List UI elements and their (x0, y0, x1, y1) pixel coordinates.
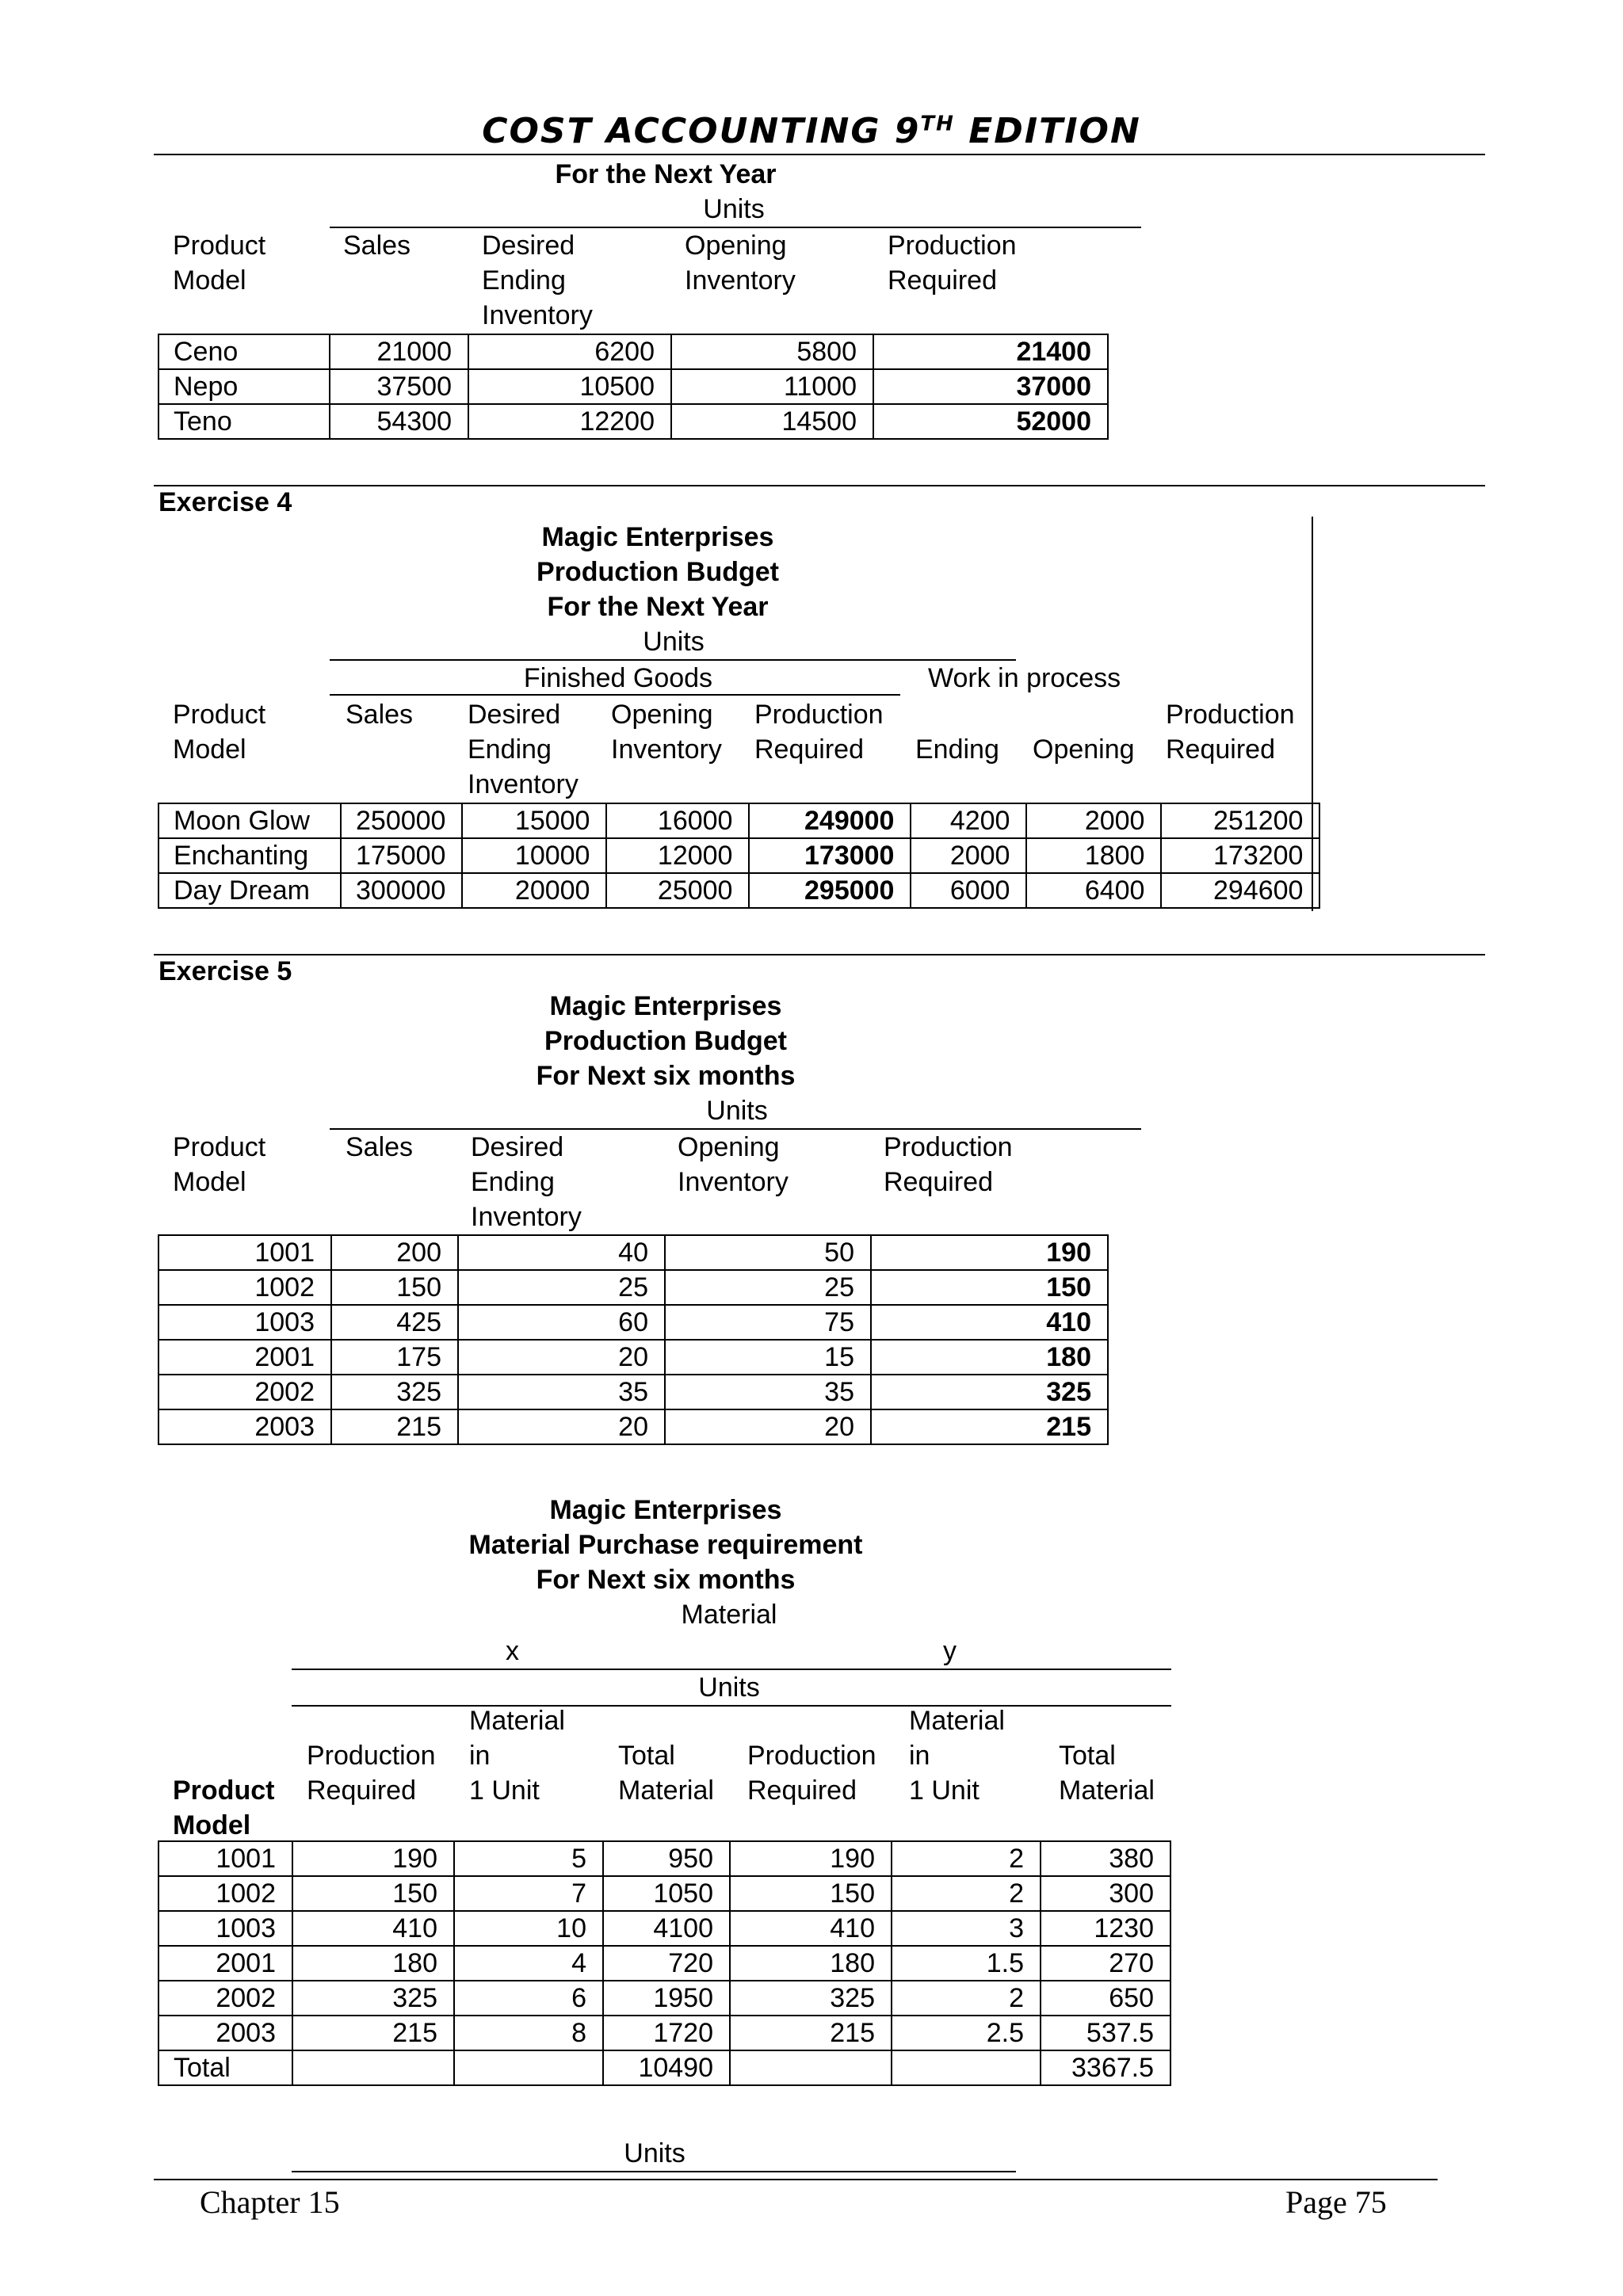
table-row (158, 873, 1319, 908)
table-cell: 52000 (873, 404, 1108, 439)
table-row (158, 1841, 1170, 1876)
ex5-col-desired: Desired Ending Inventory (471, 1132, 582, 1232)
row-label-cell: 1003 (158, 1305, 331, 1340)
table-cell: 410 (730, 1911, 892, 1946)
mat-col-prod-req-y: Production Required (747, 1741, 876, 1806)
table-cell: 35 (458, 1375, 665, 1409)
table-row (158, 404, 1108, 439)
table-cell: 270 (1041, 1946, 1170, 1981)
table-cell: 8 (454, 2016, 603, 2050)
table-cell: 37000 (873, 369, 1108, 404)
table-cell: 537.5 (1041, 2016, 1170, 2050)
mat-col-mat-unit-x: Material in 1 Unit (469, 1706, 565, 1806)
ex5-col-sales: Sales (346, 1132, 414, 1162)
table-row (158, 838, 1319, 873)
table-cell: 60 (458, 1305, 665, 1340)
table-cell: 20 (458, 1409, 665, 1444)
mat-bottom-units-rule (292, 2171, 1016, 2172)
ex4-col-production2: Production Required (1166, 700, 1295, 765)
mat-period: For Next six months (536, 1565, 796, 1595)
ex4-col-opening: Opening Inventory (611, 700, 722, 765)
table-cell: 175000 (341, 838, 462, 873)
table-cell: 249000 (749, 803, 911, 838)
table-cell: 190 (292, 1841, 454, 1876)
t1-col-sales: Sales (343, 231, 411, 261)
mat-title: Material Purchase requirement (468, 1530, 863, 1560)
table-cell (454, 2050, 603, 2085)
table-cell: 5800 (671, 334, 873, 369)
ex5-label: Exercise 5 (158, 956, 292, 986)
row-label-cell: Total (158, 2050, 292, 2085)
mat-units: Units (698, 1672, 760, 1703)
row-label-cell: Enchanting (158, 838, 341, 873)
table-cell: 4 (454, 1946, 603, 1981)
table-cell: 190 (871, 1235, 1108, 1270)
table-cell: 720 (603, 1946, 730, 1981)
row-label-cell: 1003 (158, 1911, 292, 1946)
table-cell: 4200 (911, 803, 1026, 838)
table-cell: 5 (454, 1841, 603, 1876)
table-cell: 20000 (462, 873, 606, 908)
table-cell: 180 (871, 1340, 1108, 1375)
table-cell: 300000 (341, 873, 462, 908)
table-cell: 25 (458, 1270, 665, 1305)
mat-units-rule (292, 1705, 1171, 1707)
ex4-rule (154, 485, 1485, 486)
row-label-cell: Moon Glow (158, 803, 341, 838)
table-cell: 950 (603, 1841, 730, 1876)
t1-table (158, 334, 1109, 440)
table-cell: 35 (665, 1375, 871, 1409)
ex5-company: Magic Enterprises (549, 991, 782, 1021)
table-cell: 1720 (603, 2016, 730, 2050)
table-cell: 325 (730, 1981, 892, 2016)
table-cell: 3 (892, 1911, 1041, 1946)
mat-x: x (506, 1636, 519, 1666)
ex4-finished-goods: Finished Goods (523, 663, 713, 693)
ex5-col-opening: Opening Inventory (678, 1132, 789, 1197)
table-cell: 2000 (911, 838, 1026, 873)
row-label-cell: 2002 (158, 1375, 331, 1409)
table-cell: 12200 (468, 404, 671, 439)
table-cell: 2000 (1026, 803, 1161, 838)
ex5-col-production: Production Required (884, 1132, 1013, 1197)
table-cell: 15000 (462, 803, 606, 838)
table-row (158, 1375, 1108, 1409)
table-row (158, 1270, 1108, 1305)
ex4-budget: Production Budget (537, 557, 779, 587)
row-label-cell: 2001 (158, 1946, 292, 1981)
table-cell (730, 2050, 892, 2085)
table-cell: 190 (730, 1841, 892, 1876)
table-cell: 2 (892, 1876, 1041, 1911)
row-label-cell: Ceno (158, 334, 330, 369)
table-cell: 6200 (468, 334, 671, 369)
ex4-col-sales: Sales (346, 700, 414, 730)
footer-chapter: Chapter 15 (200, 2184, 340, 2220)
table-cell: 200 (331, 1235, 458, 1270)
row-label-cell: 2003 (158, 2016, 292, 2050)
row-label-cell: 2002 (158, 1981, 292, 2016)
ex5-rule (154, 954, 1485, 955)
table-cell: 650 (1041, 1981, 1170, 2016)
footer-rule (154, 2179, 1438, 2180)
t1-col-product: Product Model (173, 231, 266, 296)
table-cell: 75 (665, 1305, 871, 1340)
ex4-wip: Work in process (928, 663, 1121, 693)
table-cell: 20 (458, 1340, 665, 1375)
table-cell: 10490 (603, 2050, 730, 2085)
table-row (158, 1235, 1108, 1270)
ex5-col-product: Product Model (173, 1132, 266, 1197)
ex4-label: Exercise 4 (158, 487, 292, 517)
table-cell: 215 (331, 1409, 458, 1444)
ex4-col-product: Product Model (173, 700, 266, 765)
table-cell: 180 (292, 1946, 454, 1981)
row-label-cell: 1001 (158, 1841, 292, 1876)
table-cell (292, 2050, 454, 2085)
ex4-period: For the Next Year (547, 592, 769, 622)
t1-col-opening: Opening Inventory (685, 231, 796, 296)
table-cell: 325 (871, 1375, 1108, 1409)
ex5-period: For Next six months (536, 1061, 796, 1091)
table-cell: 2 (892, 1841, 1041, 1876)
table-row (158, 1981, 1170, 2016)
table-cell: 215 (871, 1409, 1108, 1444)
table-cell: 1230 (1041, 1911, 1170, 1946)
table-cell: 173000 (749, 838, 911, 873)
table-cell: 16000 (606, 803, 749, 838)
mat-col-total-y: Total Material (1059, 1741, 1155, 1806)
table-cell: 410 (292, 1911, 454, 1946)
table-cell: 12000 (606, 838, 749, 873)
table-cell: 250000 (341, 803, 462, 838)
row-label-cell: 1002 (158, 1876, 292, 1911)
table-cell: 10500 (468, 369, 671, 404)
table-cell: 40 (458, 1235, 665, 1270)
ex4-units: Units (643, 627, 705, 657)
table-cell: 20 (665, 1409, 871, 1444)
mat-company: Magic Enterprises (549, 1495, 782, 1525)
table-cell: 3367.5 (1041, 2050, 1170, 2085)
table-cell: 21000 (330, 334, 468, 369)
table-cell: 6400 (1026, 873, 1161, 908)
ex5-budget: Production Budget (544, 1026, 787, 1056)
table-row (158, 1305, 1108, 1340)
ex4-company: Magic Enterprises (541, 522, 774, 552)
ex5-table (158, 1234, 1109, 1445)
table-cell: 25 (665, 1270, 871, 1305)
table-cell: 325 (292, 1981, 454, 2016)
table-cell: 251200 (1161, 803, 1319, 838)
table-cell: 4100 (603, 1911, 730, 1946)
table-cell: 54300 (330, 404, 468, 439)
table-cell: 150 (331, 1270, 458, 1305)
table-cell: 50 (665, 1235, 871, 1270)
table-cell (892, 2050, 1041, 2085)
table-row (158, 1876, 1170, 1911)
table-cell: 300 (1041, 1876, 1170, 1911)
mat-table (158, 1840, 1171, 2086)
table-cell: 1.5 (892, 1946, 1041, 1981)
row-label-cell: Teno (158, 404, 330, 439)
table-cell: 380 (1041, 1841, 1170, 1876)
table-cell: 6 (454, 1981, 603, 2016)
mat-y: y (943, 1636, 957, 1666)
ex4-col-wip-opening: Opening (1033, 734, 1135, 765)
table-cell: 150 (292, 1876, 454, 1911)
table-cell: 14500 (671, 404, 873, 439)
t1-col-desired: Desired Ending Inventory (482, 231, 593, 330)
ex4-fg-rule (330, 694, 900, 696)
table-cell: 11000 (671, 369, 873, 404)
t1-title: For the Next Year (555, 159, 777, 189)
table-cell: 2.5 (892, 2016, 1041, 2050)
table-cell: 215 (730, 2016, 892, 2050)
ex4-col-ending: Ending (915, 734, 999, 765)
table-cell: 15 (665, 1340, 871, 1375)
row-label-cell: 1001 (158, 1235, 331, 1270)
mat-material: Material (681, 1600, 777, 1630)
table-row (158, 2050, 1170, 2085)
mat-col-product: Product Model (173, 1775, 275, 1840)
ex4-col-desired: Desired Ending Inventory (468, 700, 579, 799)
table-row (158, 369, 1108, 404)
table-cell: 410 (871, 1305, 1108, 1340)
table-row (158, 803, 1319, 838)
table-cell: 1950 (603, 1981, 730, 2016)
table-cell: 215 (292, 2016, 454, 2050)
table-cell: 294600 (1161, 873, 1319, 908)
mat-col-mat-unit-y: Material in 1 Unit (909, 1706, 1005, 1806)
ex4-col-production: Production Required (754, 700, 884, 765)
table-cell: 2 (892, 1981, 1041, 2016)
table-cell: 10000 (462, 838, 606, 873)
table-cell: 180 (730, 1946, 892, 1981)
table-cell: 150 (871, 1270, 1108, 1305)
row-label-cell: Day Dream (158, 873, 341, 908)
header-rule (154, 154, 1485, 155)
table-row (158, 1340, 1108, 1375)
row-label-cell: 1002 (158, 1270, 331, 1305)
t1-col-production: Production Required (888, 231, 1017, 296)
page-header-title: COST ACCOUNTING 9TH EDITION (482, 111, 1141, 151)
mat-col-prod-req-x: Production Required (307, 1741, 436, 1806)
table-row (158, 1409, 1108, 1444)
mat-bottom-units: Units (624, 2138, 685, 2168)
ex4-table (158, 803, 1320, 909)
table-cell: 25000 (606, 873, 749, 908)
mat-col-total-x: Total Material (618, 1741, 714, 1806)
table-cell: 21400 (873, 334, 1108, 369)
row-label-cell: Nepo (158, 369, 330, 404)
table-row (158, 1911, 1170, 1946)
table-cell: 150 (730, 1876, 892, 1911)
footer-page: Page 75 (1285, 2184, 1387, 2220)
t1-units: Units (703, 194, 765, 224)
table-cell: 10 (454, 1911, 603, 1946)
row-label-cell: 2003 (158, 1409, 331, 1444)
table-row (158, 2016, 1170, 2050)
table-cell: 175 (331, 1340, 458, 1375)
table-cell: 37500 (330, 369, 468, 404)
row-label-cell: 2001 (158, 1340, 331, 1375)
table-row (158, 1946, 1170, 1981)
table-cell: 425 (331, 1305, 458, 1340)
table-cell: 295000 (749, 873, 911, 908)
table-cell: 6000 (911, 873, 1026, 908)
table-cell: 7 (454, 1876, 603, 1911)
table-cell: 1800 (1026, 838, 1161, 873)
table-cell: 325 (331, 1375, 458, 1409)
table-cell: 1050 (603, 1876, 730, 1911)
table-row (158, 334, 1108, 369)
ex5-units: Units (706, 1096, 768, 1126)
table-cell: 173200 (1161, 838, 1319, 873)
